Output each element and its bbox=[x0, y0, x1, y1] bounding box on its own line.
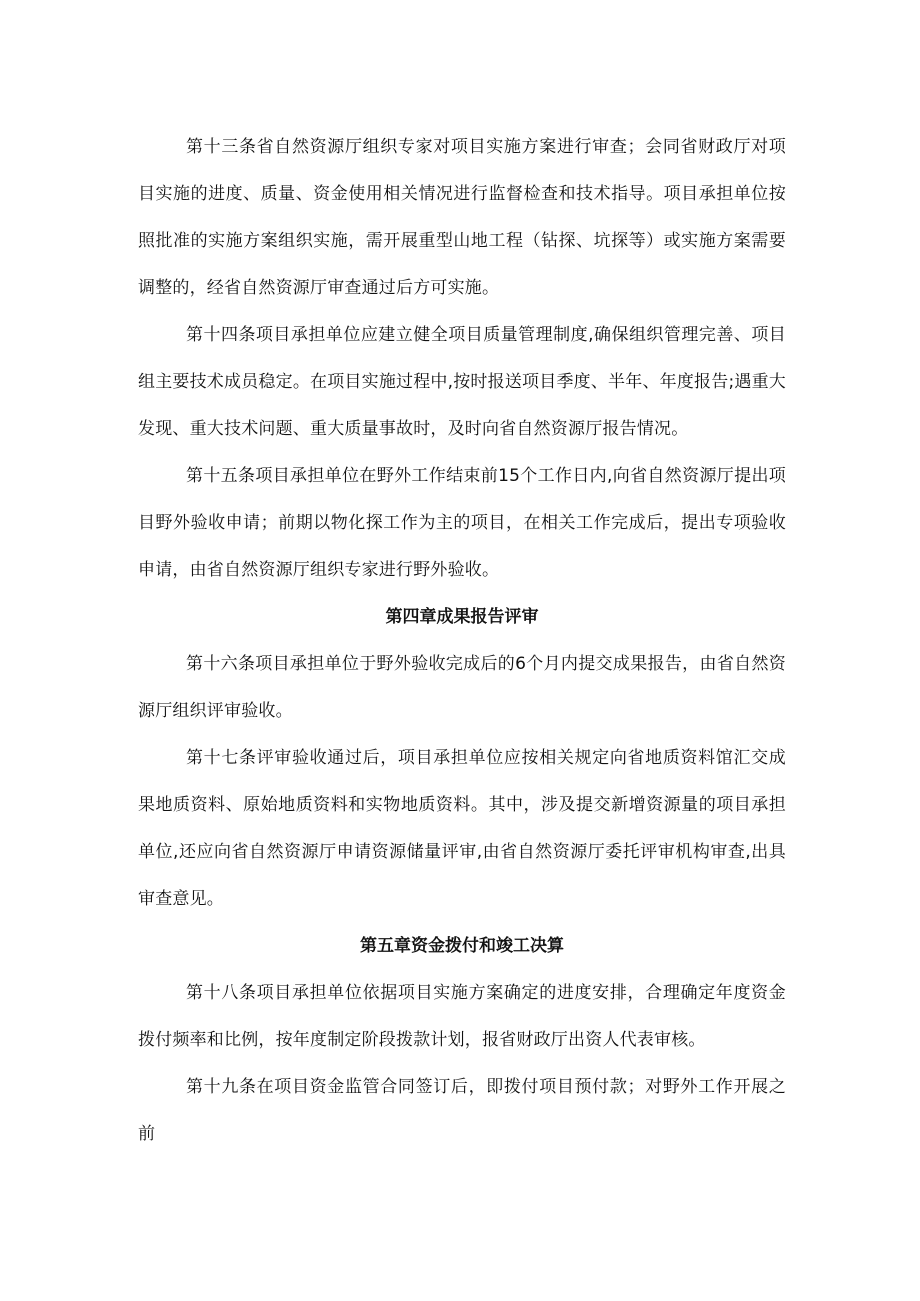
article-19-paragraph: 第十九条在项目资金监管合同签订后，即拨付项目预付款；对野外工作开展之前 bbox=[138, 1077, 786, 1144]
chapter-5-heading: 第五章资金拨付和竣工决算 bbox=[360, 936, 564, 956]
article-15-paragraph: 第十五条项目承担单位在野外工作结束前15个工作日内,向省自然资源厅提出项目野外验收申请；前期以物化探工作为主的项目，在相关工作完成后，提出专项验收申请，由省自然资源厅组织专家进行野外验收。 bbox=[138, 466, 786, 580]
article-18-paragraph: 第十八条项目承担单位依据项目实施方案确定的进度安排，合理确定年度资金拨付频率和比例，按年度制定阶段拨款计划，报省财政厅出资人代表审核。 bbox=[138, 983, 786, 1050]
article-13-paragraph: 第十三条省自然资源厅组织专家对项目实施方案进行审查；会同省财政厅对项目实施的进度、质量、资金使用相关情况进行监督检查和技术指导。项目承担单位按照批准的实施方案组织实施，需开展重型山地工程（钻探、坑探等）或实施方案需要调整的，经省自然资源厅审查通过后方可实施。 bbox=[138, 137, 786, 298]
article-16-paragraph: 第十六条项目承担单位于野外验收完成后的6个月内提交成果报告，由省自然资源厅组织评审验收。 bbox=[138, 654, 786, 721]
chapter-4-heading: 第四章成果报告评审 bbox=[385, 607, 539, 627]
document-body bbox=[138, 124, 786, 1158]
article-14-paragraph: 第十四条项目承担单位应建立健全项目质量管理制度,确保组织管理完善、项目组主要技术成员稳定。在项目实施过程中,按时报送项目季度、半年、年度报告;遇重大发现、重大技术问题、重大质量事故时，及时向省自然资源厅报告情况。 bbox=[138, 325, 786, 439]
article-17-paragraph: 第十七条评审验收通过后，项目承担单位应按相关规定向省地质资料馆汇交成果地质资料、原始地质资料和实物地质资料。其中，涉及提交新增资源量的项目承担单位,还应向省自然资源厅申请资源储量评审,由省自然资源厅委托评审机构审查,出具审查意见。 bbox=[138, 748, 786, 909]
